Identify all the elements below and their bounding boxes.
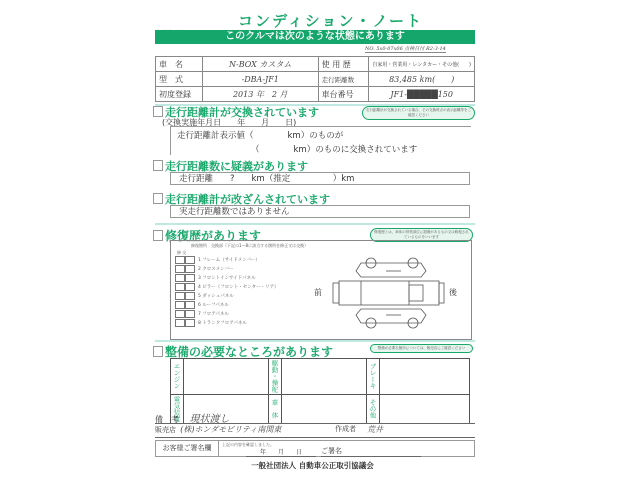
- replacement-date: (交換実施年月日 年 月 日): [162, 118, 297, 127]
- checkbox[interactable]: [185, 310, 195, 318]
- publisher: 一般社団法人 自動車公正取引協議会: [251, 461, 374, 470]
- checkbox[interactable]: [185, 274, 195, 282]
- cell-engine[interactable]: [184, 359, 269, 395]
- value-mileage: 83,485 km( ): [369, 72, 475, 87]
- signature-field[interactable]: ご署名: [321, 446, 421, 457]
- value-chassis-number: JF1-█████150: [369, 87, 475, 102]
- label-chassis-number: 車台番号: [318, 87, 369, 102]
- info-pill: 整備が必要な箇所については、販売店にご確認ください: [370, 344, 473, 353]
- replacement-line-2: （ km）のものに交換されています: [251, 145, 418, 155]
- label-car-name: 車 名: [156, 57, 203, 72]
- checkbox[interactable]: [175, 283, 185, 291]
- checkbox[interactable]: [185, 265, 195, 273]
- list-item[interactable]: 2 クロスメンバー: [175, 264, 279, 273]
- checkbox[interactable]: [175, 292, 185, 300]
- info-pill: 修復歴とは、車体の骨格部位に損傷があるもの又は修復されているものをいいます: [370, 228, 473, 242]
- section-repair-history-heading[interactable]: 修復歴があります: [153, 227, 261, 244]
- form-number: NO. 5x0-07x06 点検日付 R2-3-14: [365, 46, 446, 52]
- cell-label-body: 車 体: [269, 394, 282, 423]
- front-label: 前: [314, 288, 322, 297]
- signature-box-label: お客様ご署名欄: [156, 441, 219, 456]
- checkbox[interactable]: [185, 319, 195, 327]
- value-usage: 自家用・営業用・レンタカー・その他( ): [369, 57, 475, 72]
- repair-item-list: [175, 255, 279, 327]
- table-row: [156, 57, 475, 72]
- vehicle-info-table: [155, 56, 475, 102]
- checkbox[interactable]: [175, 310, 185, 318]
- divider: [155, 223, 475, 225]
- author-value: 荒井: [367, 425, 383, 434]
- label-usage: 使 用 歴: [318, 57, 369, 72]
- value-model: -DBA-JF1: [202, 72, 318, 87]
- section-maintenance-heading[interactable]: 整備の必要なところがあります: [153, 343, 333, 360]
- cell-label-electrical: 電気装置: [171, 394, 184, 423]
- section-mileage-doubt-heading[interactable]: 走行距離数に疑義があります: [153, 158, 308, 174]
- table-row: [156, 87, 475, 102]
- remarks-value: 現状渡し: [189, 414, 230, 425]
- replacement-line-1: 走行距離計表示値（ km）のものが: [177, 131, 344, 141]
- checkbox[interactable]: [175, 319, 185, 327]
- value-car-name: N-BOX カスタム: [202, 57, 318, 72]
- divider: [155, 340, 475, 342]
- list-item[interactable]: 3 フロントインサイドパネル: [175, 273, 279, 282]
- repair-caption: 修復箇所 交換部（下記の1〜8に該当する箇所を修正又は交換）: [191, 243, 309, 248]
- dealer-row: [155, 424, 475, 438]
- car-diagram-icon: [331, 253, 446, 333]
- signature-note: 上記の内容を確認しました。: [222, 442, 274, 447]
- author-label: 作成者: [335, 425, 356, 433]
- cell-label-drive: 駆動・操舵: [269, 359, 282, 395]
- checkbox[interactable]: [153, 230, 163, 241]
- checkbox[interactable]: [153, 346, 163, 357]
- list-item[interactable]: 6 ルーフパネル: [175, 300, 279, 309]
- cell-brake[interactable]: [380, 359, 470, 395]
- list-item[interactable]: 7 フロアパネル: [175, 309, 279, 318]
- cell-drive[interactable]: [282, 359, 367, 395]
- list-item[interactable]: 4 ピラー（フロント・センター・リア）: [175, 282, 279, 291]
- status-banner: このクルマは次のような状態にあります: [155, 30, 475, 44]
- section-odometer-tampered-heading[interactable]: 走行距離計が改ざんされています: [153, 191, 330, 207]
- list-item[interactable]: 5 ダッシュパネル: [175, 291, 279, 300]
- label-first-registration: 初度登録: [156, 87, 203, 102]
- rear-label: 後: [449, 288, 457, 297]
- repair-history-box: [170, 240, 472, 340]
- section-odometer-replaced-heading[interactable]: 走行距離計が交換されています: [153, 104, 319, 120]
- dealer-value: (株)ホンダモビリティ南関東: [180, 425, 282, 434]
- table-row: [156, 72, 475, 87]
- signature-area: [155, 440, 475, 457]
- label-mileage: 走行距離数: [318, 72, 369, 87]
- checkbox[interactable]: [153, 160, 163, 171]
- checkbox[interactable]: [175, 301, 185, 309]
- checkbox[interactable]: [153, 193, 163, 204]
- checkbox[interactable]: [175, 274, 185, 282]
- dealer-label: 販売店: [155, 426, 176, 434]
- table-row: [171, 359, 470, 395]
- cell-label-engine: エンジン: [171, 359, 184, 395]
- mileage-doubt-box: 走行距離 ? km（推定 ）km: [170, 172, 470, 185]
- signature-date: 年 月 日: [246, 447, 316, 457]
- checkbox[interactable]: [185, 256, 195, 264]
- replacement-box: [170, 126, 471, 155]
- cell-label-brake: ブレーキ: [367, 359, 380, 395]
- list-item[interactable]: 1 フレーム（サイドメンバー）: [175, 255, 279, 264]
- checkbox[interactable]: [153, 106, 163, 117]
- checkbox[interactable]: [175, 265, 185, 273]
- checkbox[interactable]: [185, 301, 195, 309]
- cell-label-other: その他: [367, 394, 380, 423]
- condition-note-form: [150, 0, 475, 480]
- repair-col-labels: 修 交: [177, 250, 187, 255]
- remarks-label: 備 考: [155, 415, 179, 424]
- info-pill: 走行距離計が交換されている場合、その交換時点の表示距離等をご確認ください: [362, 106, 475, 120]
- value-first-registration: 2013 年 2 月: [202, 87, 318, 102]
- checkbox[interactable]: [185, 292, 195, 300]
- label-model: 型 式: [156, 72, 203, 87]
- list-item[interactable]: 8 トランクフロアパネル: [175, 318, 279, 327]
- odometer-tampered-box: 実走行距離数ではありません: [170, 205, 470, 218]
- page-title: コンディション・ノート: [238, 12, 424, 30]
- remarks-row: [155, 410, 475, 424]
- checkbox[interactable]: [185, 283, 195, 291]
- checkbox[interactable]: [175, 256, 185, 264]
